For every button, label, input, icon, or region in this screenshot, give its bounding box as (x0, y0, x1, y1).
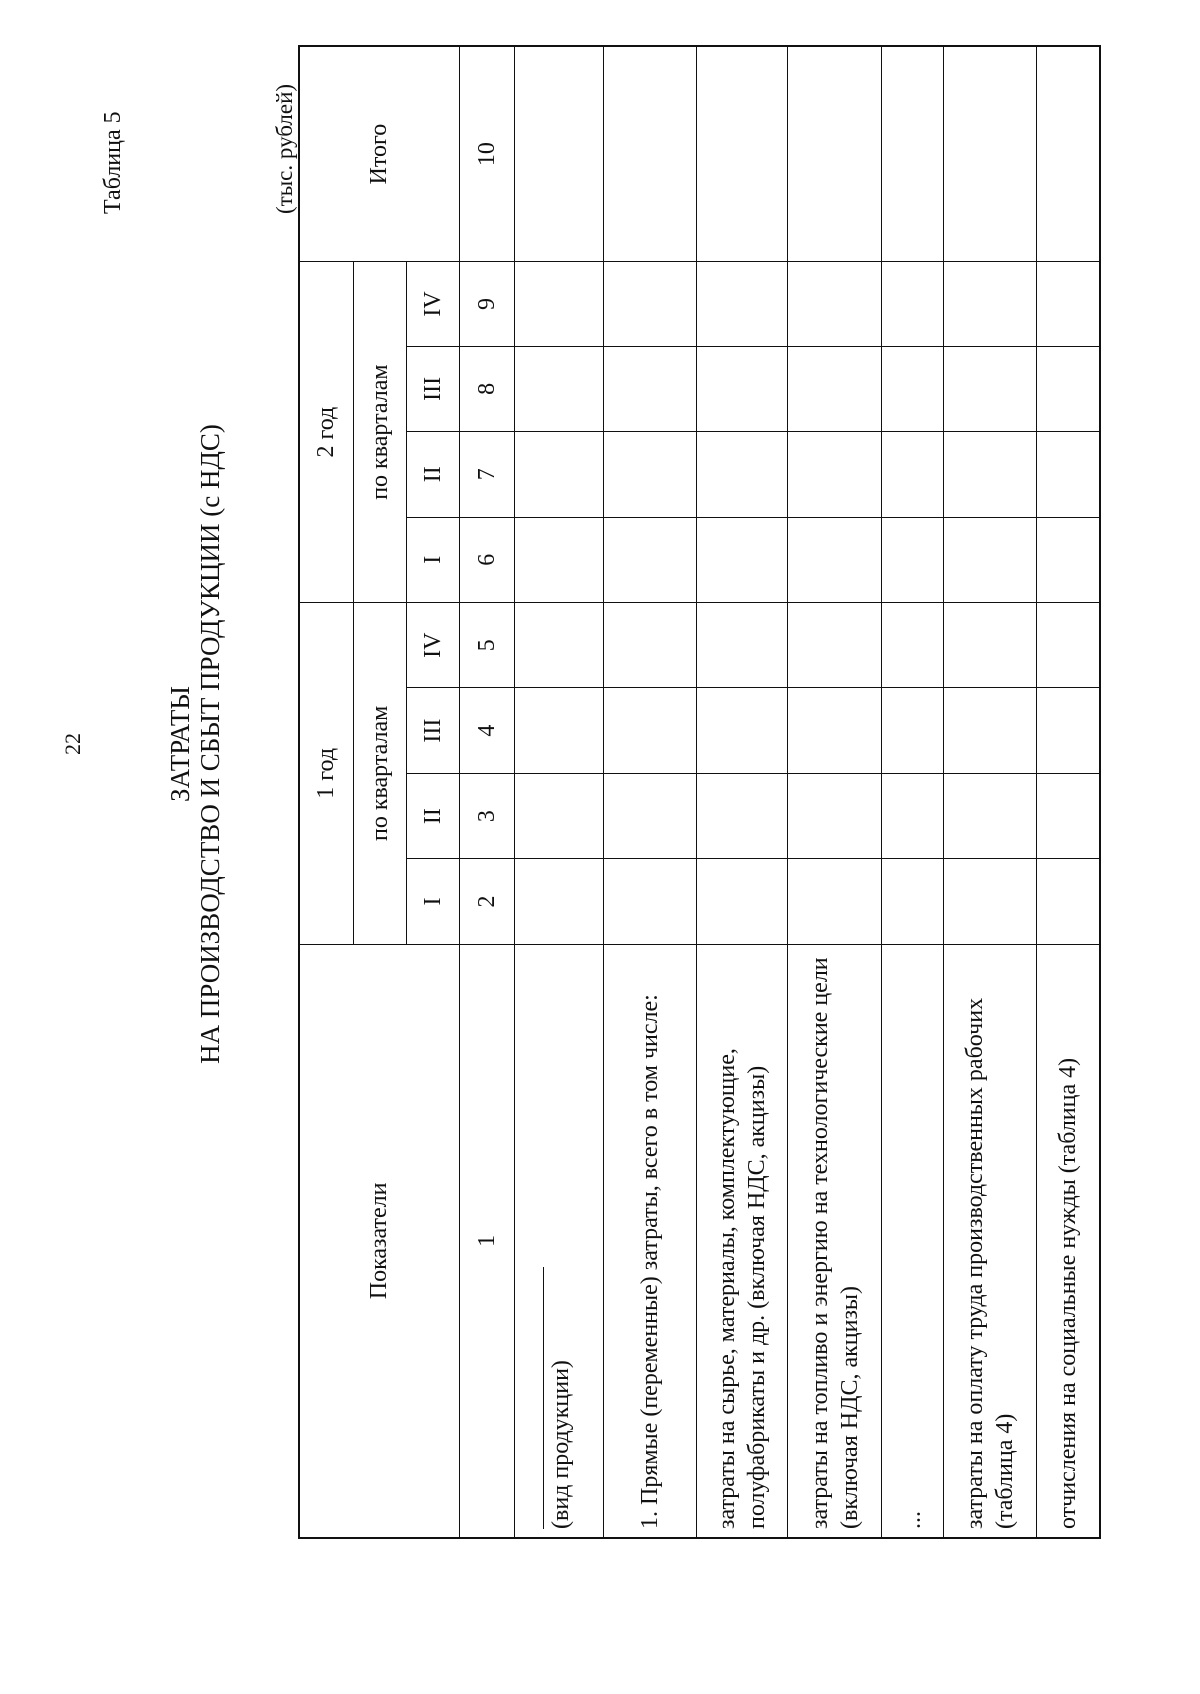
data-cell (882, 773, 944, 858)
page-number: 22 (60, 733, 85, 755)
data-cell (882, 688, 944, 773)
row-label-labor-costs: затраты на оплату труда производственных рабочих (таблица 4) (944, 944, 1037, 1538)
data-cell (604, 602, 697, 687)
data-cell (944, 432, 1037, 517)
row-label-social-contributions: отчисления на социальные нужды (таблица 4) (1037, 944, 1101, 1538)
table-row (882, 46, 944, 1538)
data-cell (1037, 773, 1101, 858)
header-row-years (299, 46, 354, 1538)
column-number: 6 (460, 517, 515, 602)
column-number: 10 (460, 46, 515, 262)
header-quarter: I (407, 517, 460, 602)
data-cell (604, 773, 697, 858)
data-cell (944, 262, 1037, 346)
data-cell (788, 432, 882, 517)
title-line-2: НА ПРОИЗВОДСТВО И СБЫТ ПРОДУКЦИИ (с НДС) (195, 424, 225, 1064)
header-year-1: 1 год (299, 602, 354, 944)
data-cell (604, 859, 697, 944)
column-number: 9 (460, 262, 515, 346)
data-cell (697, 688, 788, 773)
column-number: 3 (460, 773, 515, 858)
data-cell (697, 346, 788, 431)
data-cell (882, 46, 944, 262)
data-cell (944, 773, 1037, 858)
column-number: 1 (460, 944, 515, 1538)
data-cell (515, 602, 604, 687)
table-row (944, 46, 1037, 1538)
table-row (788, 46, 882, 1538)
data-cell (788, 262, 882, 346)
units-note: (тыс. рублей) (272, 83, 297, 214)
header-quarter: III (407, 688, 460, 773)
data-cell (515, 346, 604, 431)
data-cell (604, 432, 697, 517)
product-type-label: (вид продукции) (543, 1267, 576, 1529)
table-row (697, 46, 788, 1538)
data-cell (1037, 602, 1101, 687)
header-year-2: 2 год (299, 262, 354, 603)
data-cell (1037, 262, 1101, 346)
column-number: 4 (460, 688, 515, 773)
header-quarter: II (407, 773, 460, 858)
data-cell (882, 262, 944, 346)
data-cell (944, 346, 1037, 431)
column-number: 7 (460, 432, 515, 517)
row-label-fuel-energy: затраты на топливо и энергию на технологические цели (включая НДС, акцизы) (788, 944, 882, 1538)
data-cell (1037, 517, 1101, 602)
data-cell (882, 346, 944, 431)
data-cell (604, 688, 697, 773)
data-cell (944, 859, 1037, 944)
header-indicators: Показатели (299, 944, 460, 1538)
header-quarter: II (407, 432, 460, 517)
data-cell (515, 432, 604, 517)
data-cell (788, 688, 882, 773)
cost-table (298, 45, 1101, 1539)
data-cell (697, 859, 788, 944)
data-cell (882, 859, 944, 944)
table-row (515, 46, 604, 1538)
data-cell (697, 46, 788, 262)
data-cell (1037, 432, 1101, 517)
header-by-quarters-year-2: по кварталам (354, 262, 407, 603)
data-cell (788, 859, 882, 944)
data-cell (515, 517, 604, 602)
document-title (165, 194, 225, 1294)
header-quarter: IV (407, 602, 460, 687)
header-by-quarters-year-1: по кварталам (354, 602, 407, 944)
table-row (1037, 46, 1101, 1538)
row-label-raw-materials: затраты на сырье, материалы, комплектующие, полуфабрикаты и др. (включая НДС, акцизы) (697, 944, 788, 1538)
data-cell (944, 46, 1037, 262)
data-cell (1037, 46, 1101, 262)
data-cell (515, 262, 604, 346)
table-row (604, 46, 697, 1538)
data-cell (1037, 346, 1101, 431)
header-quarter: IV (407, 262, 460, 346)
column-number: 2 (460, 859, 515, 944)
row-label-product-type (515, 944, 604, 1538)
data-cell (515, 688, 604, 773)
data-cell (788, 346, 882, 431)
row-label-ellipsis: ... (882, 944, 944, 1538)
data-cell (515, 859, 604, 944)
data-cell (604, 46, 697, 262)
header-quarter: I (407, 859, 460, 944)
data-cell (604, 262, 697, 346)
data-cell (697, 432, 788, 517)
data-cell (515, 46, 604, 262)
table-label: Таблица 5 (100, 111, 126, 214)
data-cell (1037, 688, 1101, 773)
data-cell (604, 517, 697, 602)
data-cell (697, 262, 788, 346)
header-total: Итого (299, 46, 460, 262)
data-cell (788, 773, 882, 858)
data-cell (882, 517, 944, 602)
column-number: 8 (460, 346, 515, 431)
data-cell (604, 346, 697, 431)
data-cell (788, 517, 882, 602)
data-cell (697, 602, 788, 687)
data-cell (944, 602, 1037, 687)
data-cell (882, 602, 944, 687)
data-cell (515, 773, 604, 858)
data-cell (882, 432, 944, 517)
data-cell (697, 773, 788, 858)
data-cell (697, 517, 788, 602)
data-cell (944, 688, 1037, 773)
header-quarter: III (407, 346, 460, 431)
column-number-row (460, 46, 515, 1538)
data-cell (788, 46, 882, 262)
column-number: 5 (460, 602, 515, 687)
data-cell (1037, 859, 1101, 944)
row-label-direct-costs: 1. Прямые (переменные) затраты, всего в том числе: (604, 944, 697, 1538)
data-cell (788, 602, 882, 687)
title-line-1: ЗАТРАТЫ (165, 686, 195, 802)
data-cell (944, 517, 1037, 602)
